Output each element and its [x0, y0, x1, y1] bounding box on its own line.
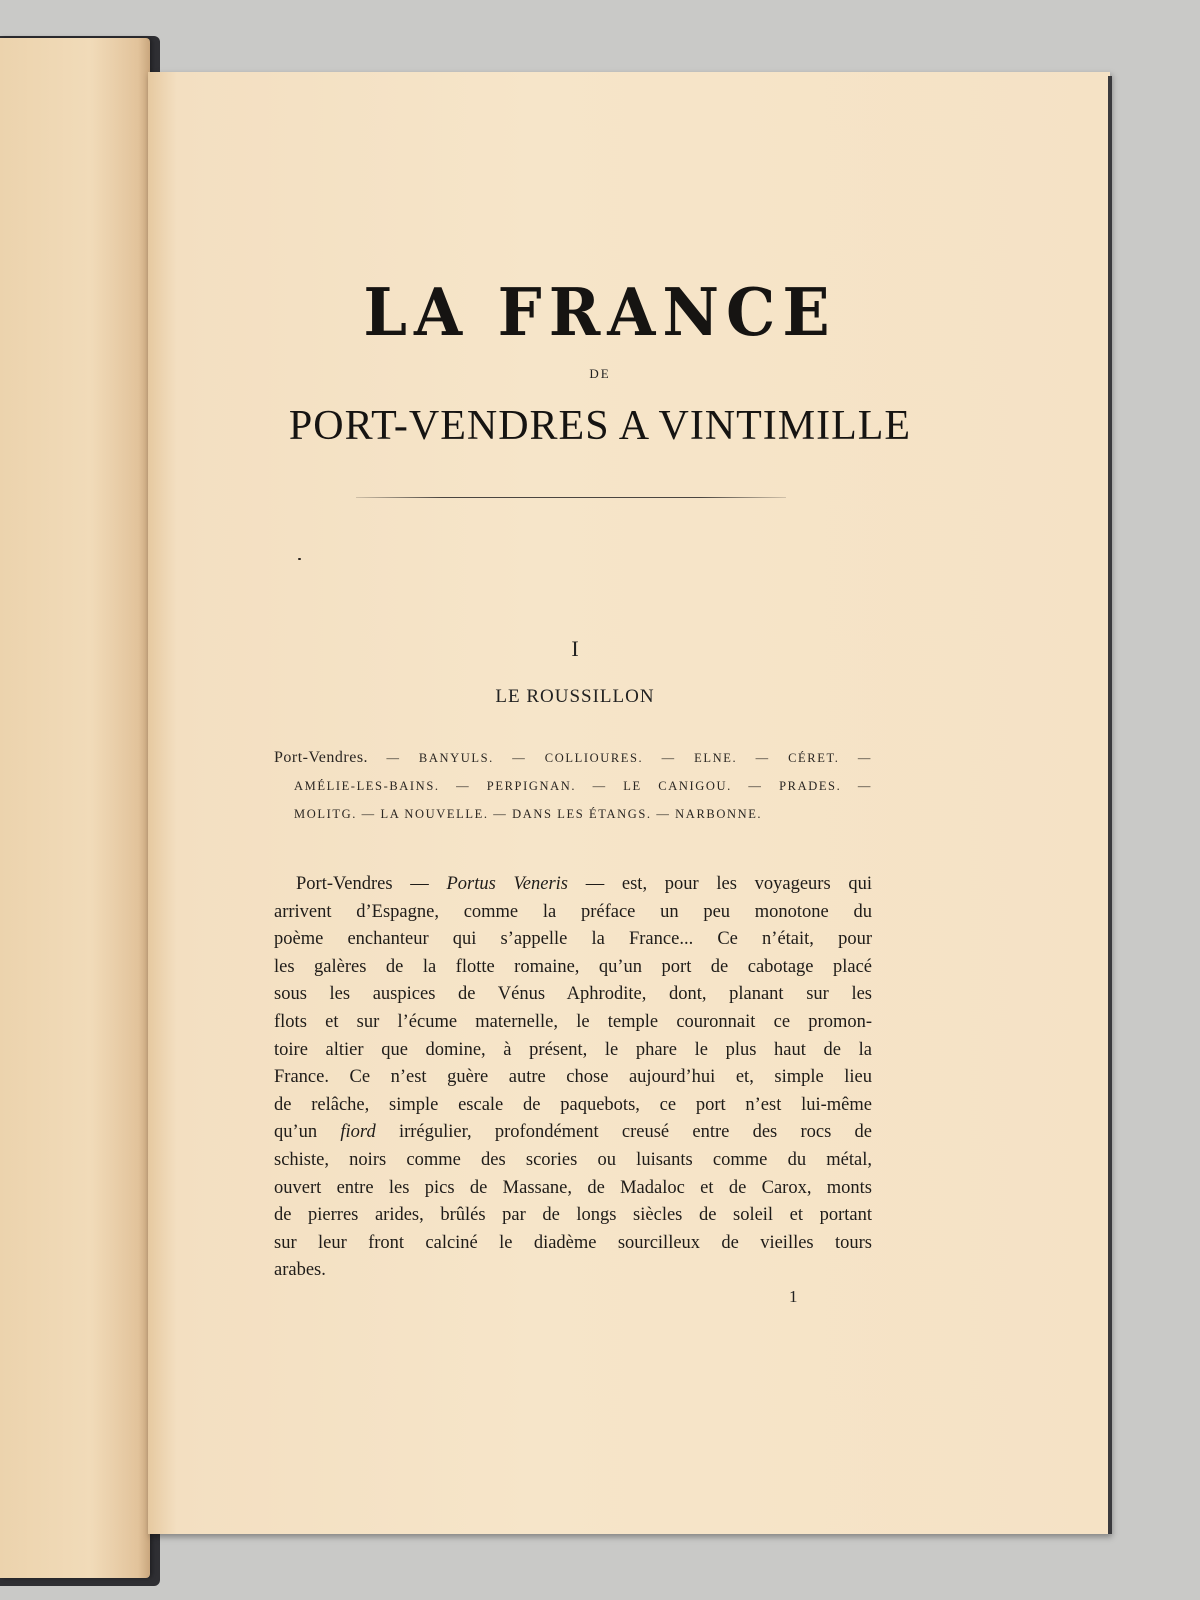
text-line — [274, 871, 872, 899]
text-line: toire altier que domine, à présent, le phare le plus haut de la — [274, 1039, 872, 1060]
page-number: 1 — [789, 1287, 798, 1306]
text-line: schiste, noirs comme des scories ou luisants comme du métal, — [274, 1149, 872, 1170]
paper-speck — [298, 558, 301, 560]
text-line: flots et sur l’écume maternelle, le temple couronnait ce promon- — [274, 1011, 872, 1032]
text-line: les galères de la flotte romaine, qu’un port de cabotage placé — [274, 956, 872, 977]
text-line: de relâche, simple escale de paquebots, ce port n’est lui-même — [274, 1094, 872, 1115]
text-line: arrivent d’Espagne, comme la préface un peu monotone du — [274, 901, 872, 922]
text-fragment: qu’un — [274, 1122, 341, 1143]
text-fragment: Port-Vendres — — [296, 874, 447, 894]
text-line: de pierres arides, brûlés par de longs siècles de soleil et portant — [274, 1205, 872, 1226]
italic-term: fiord — [340, 1122, 376, 1143]
title-divider — [356, 497, 786, 498]
summary-line: MOLITG. — LA NOUVELLE. — DANS LES ÉTANGS. — NARBONNE. — [294, 807, 763, 821]
text-line: poème enchanteur qui s’appelle la France... Ce n’était, pour — [274, 929, 872, 950]
chapter-number: I — [571, 636, 579, 661]
book-subtitle: PORT-VENDRES A VINTIMILLE — [288, 403, 912, 449]
text-fragment: irrégulier, profondément creusé entre des rocs de — [375, 1122, 872, 1143]
summary-line-rest: — BANYULS. — COLLIOURES. — ELNE. — CÉRET. — — [368, 751, 872, 765]
text-line: arabes. — [274, 1260, 326, 1281]
chapter-summary — [274, 744, 872, 828]
left-page — [0, 38, 150, 1578]
text-line: sur leur front calciné le diadème sourcilleux de vieilles tours — [274, 1232, 872, 1253]
text-line — [274, 1119, 872, 1147]
summary-line: AMÉLIE-LES-BAINS. — PERPIGNAN. — LE CANIGOU. — PRADES. — — [294, 779, 872, 793]
text-line: ouvert entre les pics de Massane, de Madaloc et de Carox, monts — [274, 1177, 872, 1198]
title-connector: DE — [589, 366, 611, 381]
book-title: LA FRANCE — [363, 274, 837, 351]
text-line: France. Ce n’est guère autre chose aujourd’hui et, simple lieu — [274, 1067, 872, 1088]
summary-first-word: Port-Vendres. — [274, 749, 369, 766]
summary-line — [274, 744, 872, 772]
text-fragment: — est, pour les voyageurs qui — [568, 874, 872, 894]
body-paragraph — [274, 871, 872, 1285]
text-line: sous les auspices de Vénus Aphrodite, dont, planant sur les — [274, 984, 872, 1005]
italic-term: Portus Veneris — [446, 874, 568, 894]
chapter-title: LE ROUSSILLON — [495, 686, 655, 707]
